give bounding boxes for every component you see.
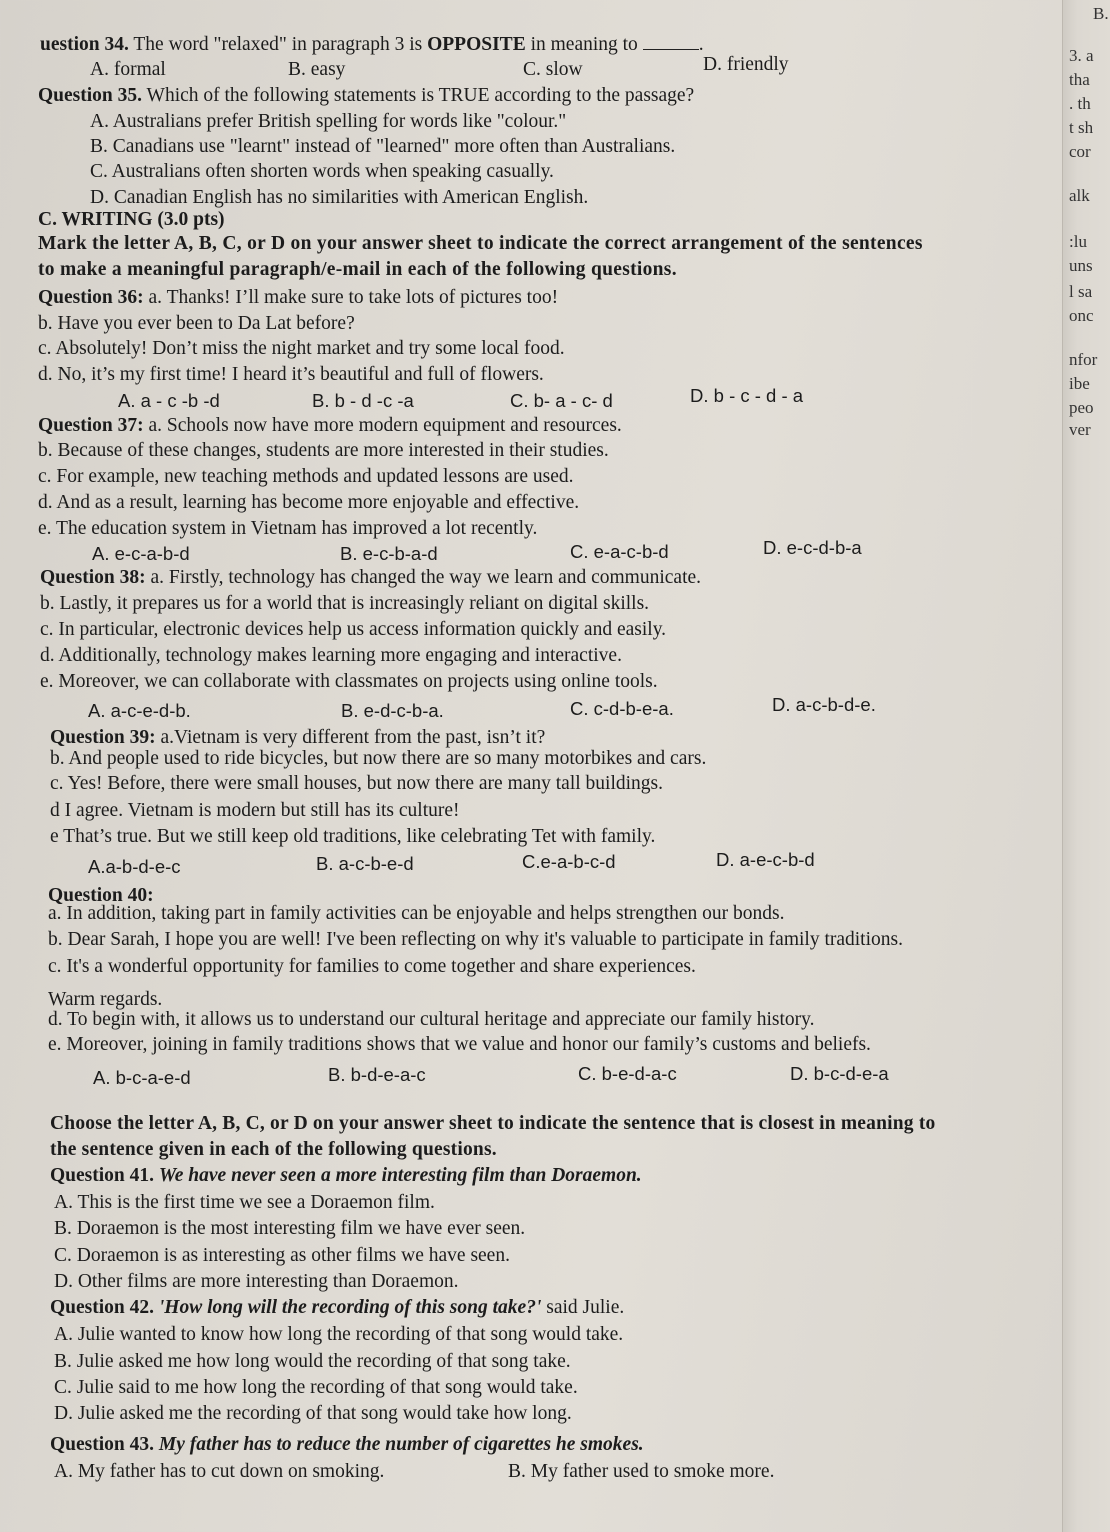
q42-option-c: C. Julie said to me how long the recording of that song would take. <box>54 1377 578 1398</box>
q37-line-a: Question 37: a. Schools now have more modern equipment and resources. <box>38 415 622 436</box>
margin-text: ibe <box>1069 374 1090 393</box>
q38-option-c: C. c-d-b-e-a. <box>570 698 674 719</box>
q36-line-d: d. No, it’s my first time! I heard it’s beautiful and full of flowers. <box>38 364 544 385</box>
section-c-instruction-1: Mark the letter A, B, C, or D on your answer sheet to indicate the correct arrangement of the sentences <box>38 233 923 254</box>
q43-option-b: B. My father used to smoke more. <box>508 1461 775 1482</box>
q40-line-e: e. Moreover, joining in family traditions shows that we value and honor our family’s customs and beliefs. <box>48 1034 871 1055</box>
margin-text: onc <box>1069 306 1094 325</box>
q43-stem: Question 43. My father has to reduce the number of cigarettes he smokes. <box>50 1434 644 1455</box>
q37-option-c: C. e-a-c-b-d <box>570 541 669 562</box>
q38-line-e: e. Moreover, we can collaborate with classmates on projects using online tools. <box>40 671 658 692</box>
q40-line-a: a. In addition, taking part in family activities can be enjoyable and helps strengthen our bonds. <box>48 903 785 924</box>
q39-option-d: D. a-e-c-b-d <box>716 849 815 870</box>
margin-text: cor <box>1069 142 1091 161</box>
q39-line-d: d I agree. Vietnam is modern but still has its culture! <box>50 800 460 821</box>
q39-line-c: c. Yes! Before, there were small houses, but now there are many tall buildings. <box>50 773 664 794</box>
q41-stem: Question 41. We have never seen a more interesting film than Doraemon. <box>50 1165 642 1186</box>
q34-option-b: B. easy <box>288 59 346 80</box>
answer-blank <box>643 35 699 50</box>
q41-option-c: C. Doraemon is as interesting as other films we have seen. <box>54 1245 510 1266</box>
section-c-title: C. WRITING (3.0 pts) <box>38 209 225 230</box>
q39-option-b: B. a-c-b-e-d <box>316 853 414 874</box>
adjacent-page-edge <box>1062 0 1110 1532</box>
q38-option-a: A. a-c-e-d-b. <box>88 700 191 721</box>
margin-text: tha <box>1069 70 1090 89</box>
margin-text: 3. a <box>1069 46 1094 65</box>
margin-text: peo <box>1069 398 1094 417</box>
margin-text: B. <box>1093 4 1109 23</box>
q40-option-c: C. b-e-d-a-c <box>578 1063 677 1084</box>
meaning-instruction-2: the sentence given in each of the following questions. <box>50 1139 497 1160</box>
q36-option-c: C. b- a - c- d <box>510 390 613 411</box>
q39-line-b: b. And people used to ride bicycles, but now there are so many motorbikes and cars. <box>50 748 707 769</box>
margin-text: alk <box>1069 186 1090 205</box>
margin-text: uns <box>1069 256 1093 275</box>
q40-line-b: b. Dear Sarah, I hope you are well! I've been reflecting on why it's valuable to participate in family traditions. <box>48 929 903 950</box>
q38-line-a: Question 38: a. Firstly, technology has changed the way we learn and communicate. <box>40 567 702 588</box>
q37-line-b: b. Because of these changes, students are more interested in their studies. <box>38 440 609 461</box>
q42-stem: Question 42. 'How long will the recording of this song take?' said Julie. <box>50 1297 625 1318</box>
q42-option-b: B. Julie asked me how long would the recording of that song take. <box>54 1351 571 1372</box>
q36-option-a: A. a - c -b -d <box>118 390 220 411</box>
q39-line-a: Question 39: a.Vietnam is very different from the past, isn’t it? <box>50 727 546 748</box>
q40-label: Question 40: <box>48 885 154 906</box>
q37-option-d: D. e-c-d-b-a <box>763 537 862 558</box>
q38-option-b: B. e-d-c-b-a. <box>341 700 444 721</box>
q40-closing: Warm regards. <box>48 989 163 1010</box>
q38-line-b: b. Lastly, it prepares us for a world that is increasingly reliant on digital skills. <box>40 593 650 614</box>
q35-option-c: C. Australians often shorten words when speaking casually. <box>90 161 554 182</box>
q35-option-d: D. Canadian English has no similarities with American English. <box>90 187 589 208</box>
margin-text: t sh <box>1069 118 1094 137</box>
margin-text: :lu <box>1069 232 1087 251</box>
q37-option-a: A. e-c-a-b-d <box>92 543 190 564</box>
margin-text: l sa <box>1069 282 1093 301</box>
q39-line-e: e That’s true. But we still keep old traditions, like celebrating Tet with family. <box>50 826 656 847</box>
margin-text: nfor <box>1069 350 1098 369</box>
q37-option-b: B. e-c-b-a-d <box>340 543 438 564</box>
q35-option-a: A. Australians prefer British spelling for words like "colour." <box>90 111 567 132</box>
q36-line-b: b. Have you ever been to Da Lat before? <box>38 313 355 334</box>
q34-stem: uestion 34. The word "relaxed" in paragraph 3 is OPPOSITE in meaning to . <box>40 34 704 55</box>
q37-line-c: c. For example, new teaching methods and updated lessons are used. <box>38 466 574 487</box>
q38-option-d: D. a-c-b-d-e. <box>772 694 876 715</box>
q35-option-b: B. Canadians use "learnt" instead of "learned" more often than Australians. <box>90 136 676 157</box>
q40-option-a: A. b-c-a-e-d <box>93 1067 191 1088</box>
q36-option-b: B. b - d -c -a <box>312 390 414 411</box>
q43-option-a: A. My father has to cut down on smoking. <box>54 1461 385 1482</box>
q41-option-d: D. Other films are more interesting than Doraemon. <box>54 1271 459 1292</box>
margin-text: . th <box>1069 94 1091 113</box>
q38-line-d: d. Additionally, technology makes learning more engaging and interactive. <box>40 645 622 666</box>
q39-option-c: C.e-a-b-c-d <box>522 851 616 872</box>
q37-line-d: d. And as a result, learning has become more enjoyable and effective. <box>38 492 580 513</box>
q42-option-a: A. Julie wanted to know how long the recording of that song would take. <box>54 1324 624 1345</box>
q40-line-d: d. To begin with, it allows us to understand our cultural heritage and appreciate our family history. <box>48 1009 815 1030</box>
q35-stem: Question 35. Which of the following statements is TRUE according to the passage? <box>38 85 695 106</box>
section-c-instruction-2: to make a meaningful paragraph/e-mail in each of the following questions. <box>38 259 677 280</box>
q38-line-c: c. In particular, electronic devices help us access information quickly and easily. <box>40 619 667 640</box>
q40-option-b: B. b-d-e-a-c <box>328 1064 426 1085</box>
q36-line-a: Question 36: a. Thanks! I’ll make sure to take lots of pictures too! <box>38 287 559 308</box>
q34-option-c: C. slow <box>523 59 583 80</box>
q36-option-d: D. b - c - d - a <box>690 385 804 406</box>
q41-option-a: A. This is the first time we see a Doraemon film. <box>54 1192 435 1213</box>
q37-line-e: e. The education system in Vietnam has improved a lot recently. <box>38 518 538 539</box>
q39-option-a: A.a-b-d-e-c <box>88 856 181 877</box>
q36-line-c: c. Absolutely! Don’t miss the night market and try some local food. <box>38 338 565 359</box>
meaning-instruction-1: Choose the letter A, B, C, or D on your answer sheet to indicate the sentence that is closest in meaning to <box>50 1113 936 1134</box>
q42-option-d: D. Julie asked me the recording of that song would take how long. <box>54 1403 572 1424</box>
q34-option-d: D. friendly <box>703 54 789 75</box>
q34-option-a: A. formal <box>90 59 166 80</box>
q41-option-b: B. Doraemon is the most interesting film we have ever seen. <box>54 1218 526 1239</box>
margin-text: ver <box>1069 420 1091 439</box>
q40-option-d: D. b-c-d-e-a <box>790 1063 889 1084</box>
q40-line-c: c. It's a wonderful opportunity for families to come together and share experiences. <box>48 956 696 977</box>
